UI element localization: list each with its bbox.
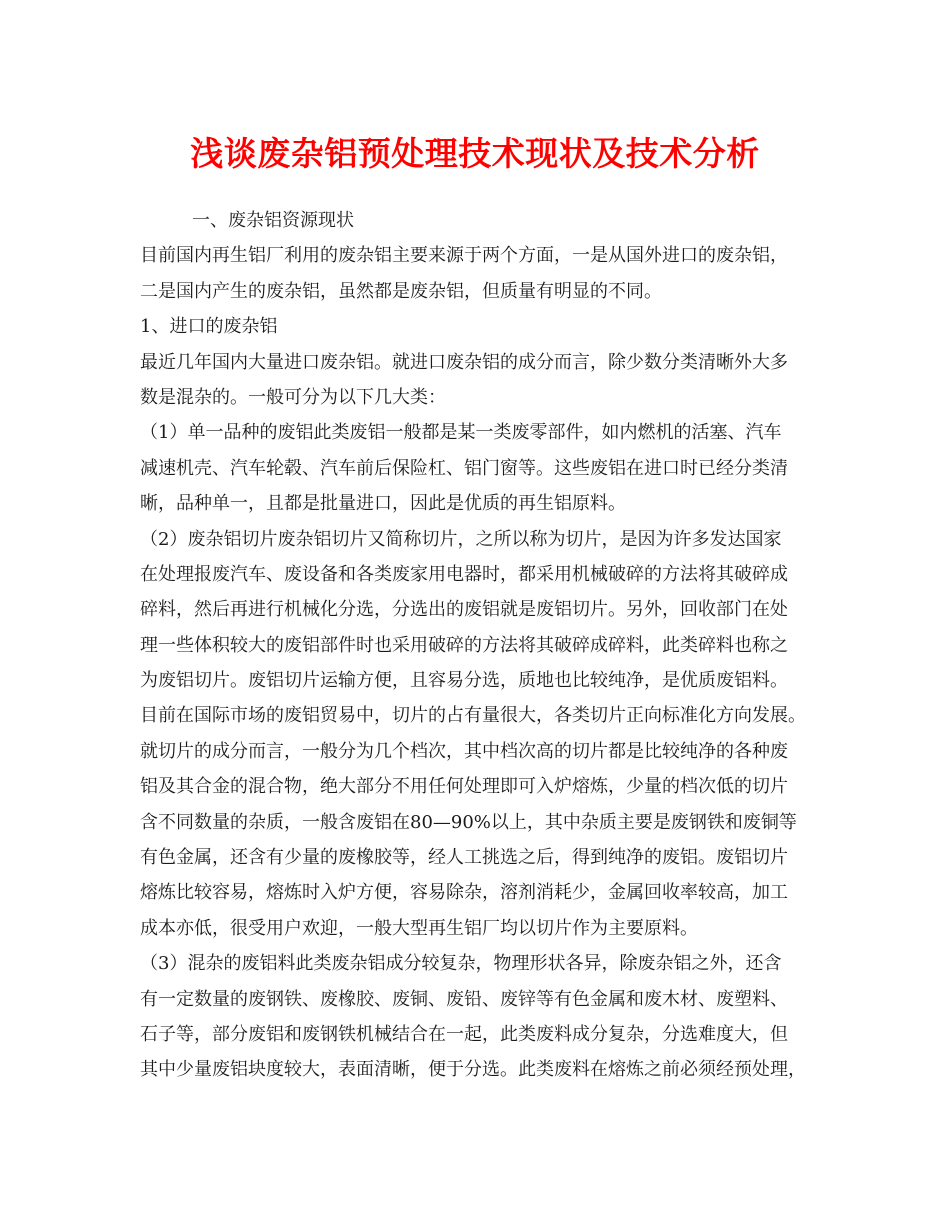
body-line: 就切片的成分而言，一般分为几个档次，其中档次高的切片都是比较纯净的各种废 <box>140 740 788 762</box>
document-title: 浅谈废杂铝预处理技术现状及技术分析 <box>190 134 760 173</box>
body-line: 有色金属，还含有少量的废橡胶等，经人工挑选之后，得到纯净的废铝。废铝切片 <box>140 847 788 869</box>
body-line: 碎料，然后再进行机械化分选，分选出的废铝就是废铝切片。另外，回收部门在处 <box>140 599 788 621</box>
body-line: 成本亦低，很受用户欢迎，一般大型再生铝厂均以切片作为主要原料。 <box>140 917 698 939</box>
body-line: 其中少量废铝块度较大，表面清晰，便于分选。此类废料在熔炼之前必须经预处理， <box>140 1059 806 1081</box>
body-line: 晰，品种单一，且都是批量进口，因此是优质的再生铝原料。 <box>140 493 626 515</box>
body-line: 数是混杂的。一般可分为以下几大类： <box>140 386 446 408</box>
body-line: 最近几年国内大量进口废杂铝。就进口废杂铝的成分而言，除少数分类清晰外大多 <box>140 351 788 373</box>
body-line: 石子等，部分废铝和废钢铁机械结合在一起，此类废料成分复杂，分选难度大，但 <box>140 1023 788 1045</box>
subsection-heading: 1、进口的废杂铝 <box>140 316 278 338</box>
body-line: 有一定数量的废钢铁、废橡胶、废铜、废铅、废锌等有色金属和废木材、废塑料、 <box>140 988 788 1010</box>
body-line: 减速机壳、汽车轮毂、汽车前后保险杠、铝门窗等。这些废铝在进口时已经分类清 <box>140 457 788 479</box>
body-line: （1）单一品种的废铝此类废铝一般都是某一类废零部件，如内燃机的活塞、汽车 <box>140 422 782 444</box>
document-body <box>140 203 830 1088</box>
body-line: 理一些体积较大的废铝部件时也采用破碎的方法将其破碎成碎料，此类碎料也称之 <box>140 634 788 656</box>
body-line: 二是国内产生的废杂铝，虽然都是废杂铝，但质量有明显的不同。 <box>140 280 662 302</box>
body-line: 铝及其合金的混合物，绝大部分不用任何处理即可入炉熔炼，少量的档次低的切片 <box>140 776 788 798</box>
body-line: 熔炼比较容易，熔炼时入炉方便，容易除杂，溶剂消耗少，金属回收率较高，加工 <box>140 882 788 904</box>
body-line: （2）废杂铝切片废杂铝切片又简称切片，之所以称为切片，是因为许多发达国家 <box>140 528 782 550</box>
body-line: 含不同数量的杂质，一般含废铝在80—90%以上，其中杂质主要是废钢铁和废铜等 <box>140 811 797 833</box>
body-line: 为废铝切片。废铝切片运输方便，且容易分选，质地也比较纯净，是优质废铝料。 <box>140 670 788 692</box>
section-heading: 一、废杂铝资源现状 <box>192 210 354 231</box>
body-line: 目前在国际市场的废铝贸易中，切片的占有量很大，各类切片正向标准化方向发展。 <box>140 705 806 727</box>
body-line: （3）混杂的废铝料此类废杂铝成分较复杂，物理形状各异，除废杂铝之外，还含 <box>140 953 782 975</box>
body-line: 在处理报废汽车、废设备和各类废家用电器时，都采用机械破碎的方法将其破碎成 <box>140 563 788 585</box>
body-line: 目前国内再生铝厂利用的废杂铝主要来源于两个方面，一是从国外进口的废杂铝， <box>140 245 788 267</box>
